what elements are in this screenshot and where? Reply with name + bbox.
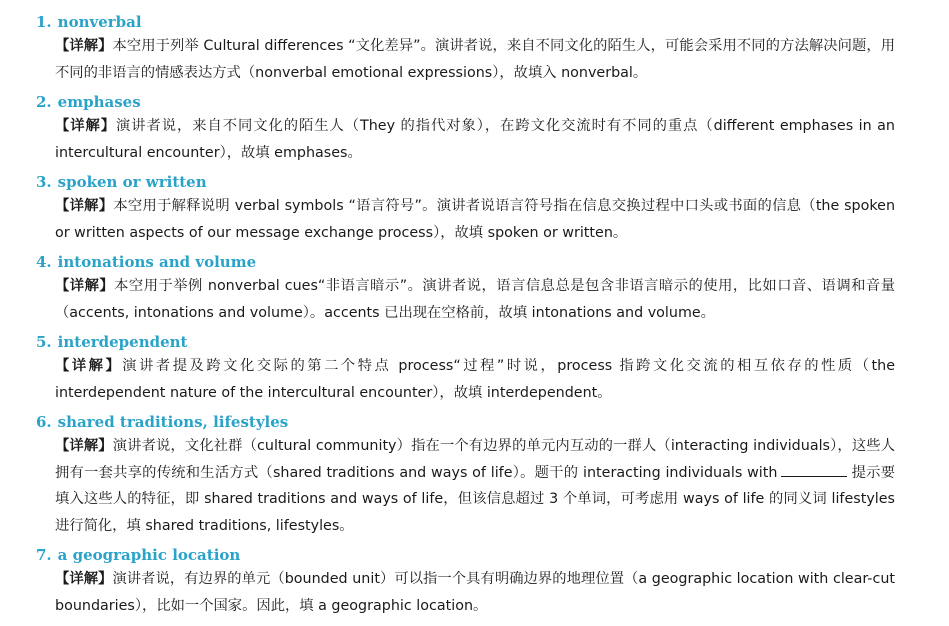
explanation-paragraph: [55, 193, 895, 246]
explanation-text: 演讲者说，来自不同文化的陌生人（They 的指代对象），在跨文化交流时有不同的重点（different emphases in an intercultural encounter），故填 emphases。: [55, 118, 895, 161]
explanation-text: 演讲者说，有边界的单元（bounded unit）可以指一个具有明确边界的地理位置（a geographic location with clear-cut boundaries），比如一个国家。因此，填 a geographic location。: [55, 571, 895, 614]
answer-number: 6.: [36, 413, 52, 431]
answer-item-1: [0, 12, 949, 86]
answer-title: spoken or written: [57, 173, 207, 191]
answer-heading: [36, 12, 949, 33]
explanation-paragraph: [55, 433, 895, 539]
explanation-text: 本空用于解释说明 verbal symbols “语言符号”。演讲者说语言符号指在信息交换过程中口头或书面的信息（the spoken or written aspects of our message exchange process），故填 spoken or written。: [55, 198, 896, 241]
answer-item-2: [0, 92, 949, 166]
explanation-paragraph: [55, 353, 895, 406]
explanation-paragraph: [55, 33, 895, 86]
explanation-text-before: 演讲者说，文化社群（cultural community）指在一个有边界的单元内互动的一群人（interacting individuals），这些人拥有一套共享的传统和生活方式（shared traditions and ways of life）。题干的 interacting individuals with: [55, 438, 896, 481]
answer-heading: [36, 172, 949, 193]
answer-title: intonations and volume: [57, 253, 257, 271]
answer-heading: [36, 545, 949, 566]
explanation-tag: 【详解】: [55, 118, 116, 134]
answer-heading: [36, 252, 949, 273]
explanation-paragraph: [55, 566, 895, 619]
explanation-tag: 【详解】: [55, 198, 114, 214]
explanation-tag: 【详解】: [55, 358, 123, 374]
answer-title: emphases: [57, 93, 141, 111]
explanation-tag: 【详解】: [55, 38, 113, 54]
answer-number: 2.: [36, 93, 52, 111]
explanation-tag: 【详解】: [55, 278, 115, 294]
answer-item-6: [0, 412, 949, 539]
answer-title: a geographic location: [57, 546, 241, 564]
explanation-tag: 【详解】: [55, 438, 113, 454]
answer-item-4: [0, 252, 949, 326]
explanation-text: 本空用于举例 nonverbal cues“非语言暗示”。演讲者说，语言信息总是包含非语言暗示的使用，比如口音、语调和音量（accents, intonations and volume）。accents 已出现在空格前，故填 intonations and volume。: [55, 278, 895, 321]
answer-heading: [36, 332, 949, 353]
explanation-paragraph: [55, 273, 895, 326]
answer-item-5: [0, 332, 949, 406]
answer-number: 1.: [36, 13, 52, 31]
explanation-text-after: 提示要填入这些人的特征，即 shared traditions and ways of life，但该信息超过 3 个单词，可考虑用 ways of life 的同义词 lifestyles 进行简化，填 shared traditions, lifestyles。: [55, 464, 895, 534]
answer-heading: [36, 412, 949, 433]
answer-title: nonverbal: [57, 13, 142, 31]
answer-title: shared traditions, lifestyles: [57, 413, 289, 431]
answer-number: 3.: [36, 173, 52, 191]
explanation-text: 本空用于列举 Cultural differences “文化差异”。演讲者说，来自不同文化的陌生人，可能会采用不同的方法解决问题，用不同的非语言的情感表达方式（nonverbal emotional expressions），故填入 nonverbal。: [55, 38, 895, 81]
answer-item-7: [0, 545, 949, 619]
explanation-text: 演讲者提及跨文化交际的第二个特点 process“过程”时说，process 指跨文化交流的相互依存的性质（the interdependent nature of the intercultural encounter），故填 interdependent。: [55, 358, 896, 401]
fill-blank-line: [781, 475, 847, 477]
answer-item-3: [0, 172, 949, 246]
answer-number: 7.: [36, 546, 52, 564]
explanation-paragraph: [55, 113, 895, 166]
explanation-tag: 【详解】: [55, 571, 113, 587]
answer-heading: [36, 92, 949, 113]
answer-title: interdependent: [57, 333, 188, 351]
answer-number: 4.: [36, 253, 52, 271]
answer-number: 5.: [36, 333, 52, 351]
